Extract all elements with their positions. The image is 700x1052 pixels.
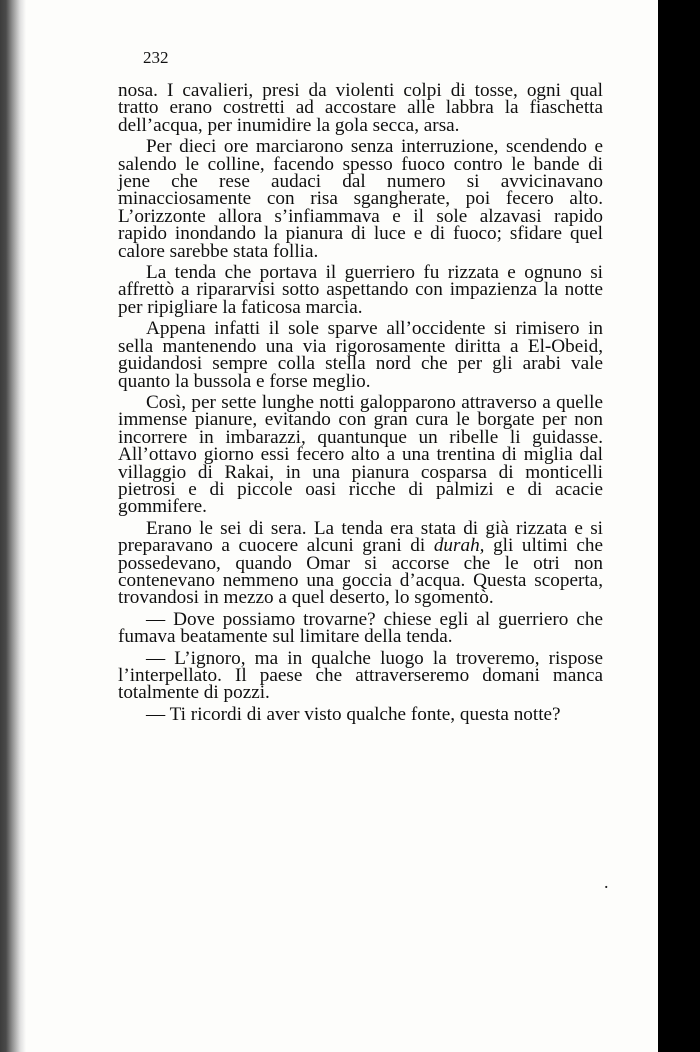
dialogue-paragraph: — L’ignoro, ma in qualche luogo la troveremo, rispose l’interpellato. Il paese che attraverseremo domani manca totalmente di pozzi. [118,647,603,704]
dialogue-paragraph: — Dove possiamo trovarne? chiese egli al guerriero che fumava beatamente sul limitare della tenda. [118,608,603,648]
paragraph-part: Erano le sei di sera. La tenda era stata di già rizzata e si preparavano a cuocere alcuni grani di [118,517,603,557]
binding-shadow [0,0,26,1052]
paragraph: Appena infatti il sole sparve all’occidente si rimisero in sella mantenendo una via rigorosamente diritta a El-Obeid, guidandosi sempre colla stella nord che per gli arabi vale quanto la bussola e forse meglio. [118,318,603,392]
paragraph-part: gli ultimi che possedevano, quando Omar si accorse che le otri non contenevano nemmeno una goccia d’acqua. Questa scoperta, trovandosi in mezzo a quel deserto, lo sgomentò. [118,535,604,609]
page-number: 232 [143,48,169,67]
paragraph: Così, per sette lunghe notti galopparono attraverso a quelle immense pianure, evitando con gran cura le borgate per non incorrere in imbarazzi, quantunque un ribelle li guidasse. All’ottavo giorno essi fecero alto a una trentina di miglia dal villaggio di Rakai, in una pianura cosparsa di monticelli pietrosi e di piccole oasi ricche di palmizi e di acacie gommifere. [118,391,603,518]
italic-term: durah, [433,535,485,557]
paragraph: nosa. I cavalieri, presi da violenti colpi di tosse, ogni qual tratto erano costretti ad accostare alle labbra la fiaschetta dell’acqua, per inumidire la gola secca, arsa. [118,80,603,136]
body-text [118,82,603,727]
dialogue-paragraph: — Ti ricordi di aver visto qualche fonte, questa notte? [146,703,561,725]
stray-mark: . [604,872,609,892]
paragraph: Per dieci ore marciarono senza interruzione, scendendo e salendo le colline, facendo spesso fuoco contro le bande di jene che rese audaci dal numero si avvicinavano minacciosamente con risa sgangherate, poi fecero alto. L’orizzonte allora s’infiammava e il sole alzavasi rapido rapido inondando la pianura di luce e di fuoco; sfidare quel calore sarebbe stata follia. [118,136,603,262]
paragraph: La tenda che portava il guerriero fu rizzata e ognuno si affrettò a ripararvisi sotto aspettando con impazienza la notte per ripigliare la faticosa marcia. [118,262,603,318]
paragraph [118,517,604,609]
scan-border [658,0,700,1052]
